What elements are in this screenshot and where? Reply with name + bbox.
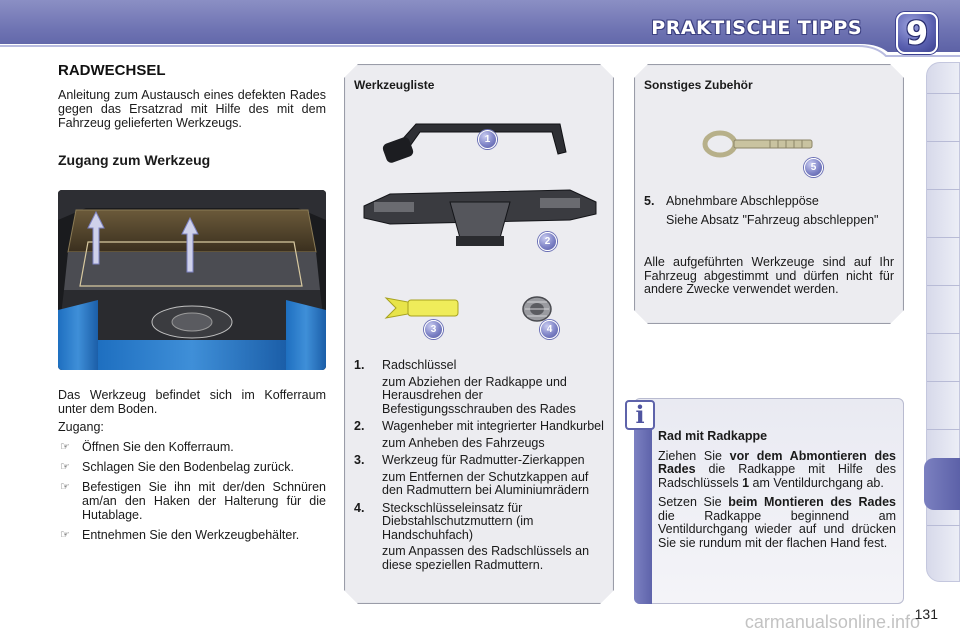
hubcap-tool-icon xyxy=(382,292,462,324)
list-item: ☞ Entnehmen Sie den Werkzeugbehälter. xyxy=(60,528,300,542)
info-icon: i xyxy=(625,400,655,430)
tool-name: Radschlüssel xyxy=(382,358,457,372)
tow-eye-icon xyxy=(700,124,820,164)
tool-list-title: Werkzeugliste xyxy=(354,78,435,92)
tab-divider xyxy=(927,429,960,430)
trunk-photo xyxy=(58,190,326,370)
list-item: 3. Werkzeug für Radmutter-Zierkappen zum Entfernen der Schutzkappen auf den Radmuttern bei Aluminiumrädern xyxy=(354,454,610,498)
access-instructions xyxy=(58,388,326,542)
tab-divider xyxy=(927,333,960,334)
info-sidebar xyxy=(634,410,652,604)
tool-purpose: zum Anheben des Fahrzeugs xyxy=(382,435,545,450)
tool-name: Steckschlüsseleinsatz für Diebstahlschutzmuttern (im Handschuhfach) xyxy=(382,500,534,542)
chapter-number: 9 xyxy=(905,14,929,52)
chapter-title: PRAKTISCHE TIPPS xyxy=(651,17,862,39)
hand-pointer-icon: ☞ xyxy=(60,441,70,453)
info-paragraph-remove: Ziehen Sie vor dem Abmontieren des Rades die Radkappe mit Hilfe des Radschlüssels 1 am Ventildurchgang ab. xyxy=(658,448,896,490)
intro-paragraph: Anleitung zum Austausch eines defekten Rades gegen das Ersatzrad mit Hilfe des mit dem Fahrzeug gelieferten Werkzeugs. xyxy=(58,88,326,130)
trunk-illustration xyxy=(58,190,326,370)
tool-purpose: zum Anpassen des Radschlüssels an diese speziellen Radmuttern. xyxy=(382,544,590,572)
hand-pointer-icon: ☞ xyxy=(60,461,70,473)
tool-badge-3: 3 xyxy=(424,320,443,339)
tool-badge-4: 4 xyxy=(540,320,559,339)
list-item: 2. Wagenheber mit integrierter Handkurbel zum Anheben des Fahrzeugs xyxy=(354,420,610,450)
chapter-badge xyxy=(896,12,938,54)
hand-pointer-icon: ☞ xyxy=(60,529,70,541)
tab-divider xyxy=(927,237,960,238)
tab-divider xyxy=(927,525,960,526)
tool-purpose: zum Entfernen der Schutzkappen auf den Radmuttern bei Aluminiumrädern xyxy=(382,469,590,497)
list-item: 1. Radschlüssel zum Abziehen der Radkappe und Herausdrehen der Befestigungsschrauben des Rades xyxy=(354,359,610,416)
tab-divider xyxy=(927,189,960,190)
list-item: ☞ Befestigen Sie ihn mit der/den Schnüren am/an den Haken der Halterung für die Hutablage. xyxy=(60,480,326,522)
page-number: 131 xyxy=(914,606,938,622)
list-item: 4. Steckschlüsseleinsatz für Diebstahlschutzmuttern (im Handschuhfach) zum Anpassen des Radschlüssels an diese speziellen Radmuttern. xyxy=(354,502,610,573)
section-title: RADWECHSEL xyxy=(58,62,166,79)
access-label: Zugang: xyxy=(58,420,104,434)
tool-purpose: zum Abziehen der Radkappe und Herausdrehen der Befestigungsschrauben des Rades xyxy=(382,374,576,416)
tool-descriptions xyxy=(354,355,610,572)
hand-pointer-icon: ☞ xyxy=(60,481,70,493)
chapter-tab-active[interactable] xyxy=(924,458,960,510)
car-jack-icon xyxy=(360,180,600,250)
tab-divider xyxy=(927,93,960,94)
info-title: Rad mit Radkappe xyxy=(658,429,768,443)
accessory-item: 5. Abnehmbare Abschleppöse Siehe Absatz "Fahrzeug abschleppen" xyxy=(644,194,894,227)
tab-divider xyxy=(927,381,960,382)
list-item: ☞ Öffnen Sie den Kofferraum. xyxy=(60,440,234,454)
tool-name: Werkzeug für Radmutter-Zierkappen xyxy=(382,453,585,467)
tool-badge-2: 2 xyxy=(538,232,557,251)
header-swoosh xyxy=(0,40,960,58)
accessory-reference: Siehe Absatz "Fahrzeug abschleppen" xyxy=(666,213,879,227)
access-steps xyxy=(58,440,326,542)
list-item: ☞ Schlagen Sie den Bodenbelag zurück. xyxy=(60,460,294,474)
info-content xyxy=(658,430,896,550)
info-paragraph-install: Setzen Sie beim Montieren des Rades die Radkappe beginnend am Ventildurchgang wieder auf und drücken Sie sie rundum mit der flachen Hand fest. xyxy=(658,495,897,550)
tool-name: Wagenheber mit integrierter Handkurbel xyxy=(382,419,604,433)
subsection-title: Zugang zum Werkzeug xyxy=(58,152,211,168)
watermark: carmanualsonline.info xyxy=(744,612,920,632)
accessory-badge-5: 5 xyxy=(804,158,823,177)
tab-divider xyxy=(927,141,960,142)
accessory-name: Abnehmbare Abschleppöse xyxy=(666,194,819,208)
tab-divider xyxy=(927,285,960,286)
accessories-title: Sonstiges Zubehör xyxy=(644,78,753,92)
tool-badge-1: 1 xyxy=(478,130,497,149)
tool-location-text: Das Werkzeug befindet sich im Kofferraum unter dem Boden. xyxy=(58,388,326,416)
left-column xyxy=(58,60,326,168)
accessories-note: Alle aufgeführten Werkzeuge sind auf Ihr Fahrzeug abgestimmt und dürfen nicht für andere Zwecke verwendet werden. xyxy=(644,255,894,296)
